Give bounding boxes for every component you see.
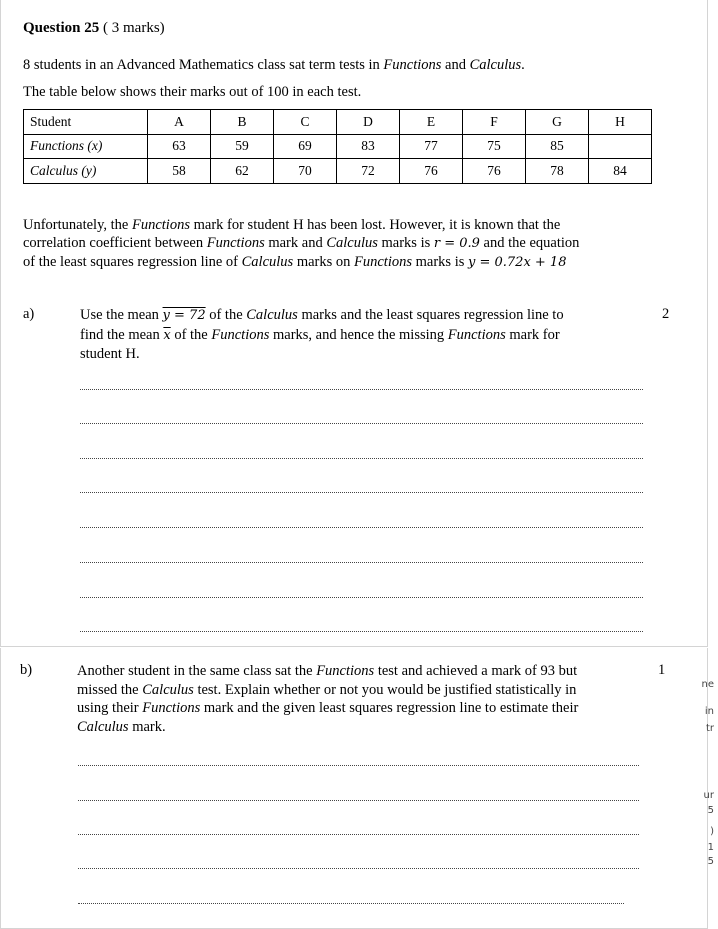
table-cell: 70 (274, 159, 337, 184)
answer-line[interactable] (78, 834, 639, 835)
answer-line[interactable] (78, 765, 639, 766)
table-cell: 62 (211, 159, 274, 184)
table-row-functions (24, 134, 652, 159)
marks-table (23, 109, 652, 184)
answer-line[interactable] (80, 389, 643, 390)
table-header-cell: Student (24, 110, 148, 135)
table-header-cell: E (400, 110, 463, 135)
table-cell: 75 (463, 134, 526, 159)
table-row-calculus (24, 159, 652, 184)
intro-line-2: The table below shows their marks out of 100 in each test. (23, 84, 362, 100)
table-cell: 69 (274, 134, 337, 159)
table-cell: 85 (526, 134, 589, 159)
answer-line[interactable] (78, 903, 624, 904)
part-b-question: Another student in the same class sat the Functions test and achieved a mark of 93 but missed the Calculus test. Explain whether or not you would be justified statistically in using their Functions mark and the given least squares regression line to estimate their Calculus mark. (77, 663, 579, 735)
table-cell: 72 (337, 159, 400, 184)
answer-line[interactable] (80, 458, 643, 459)
table-cell: 76 (400, 159, 463, 184)
answer-line[interactable] (80, 562, 643, 563)
table-cell: 83 (337, 134, 400, 159)
margin-fragment: ne (701, 679, 714, 690)
table-header-cell: B (211, 110, 274, 135)
table-cell: 77 (400, 134, 463, 159)
margin-fragment: in (704, 706, 714, 717)
margin-fragment: 5 (707, 805, 714, 816)
answer-line[interactable] (80, 492, 643, 493)
answer-line[interactable] (80, 527, 643, 528)
margin-fragment: 5 (707, 856, 714, 867)
answer-line[interactable] (80, 631, 643, 632)
part-a-question: Use the mean y = 72 of the Calculus marks and the least squares regression line to find the mean $\overline{x}$ of the Functions marks, and hence the missing Functions mark for student H. (80, 307, 564, 362)
answer-line[interactable] (78, 800, 639, 801)
table-row-label: Calculus (y) (24, 159, 148, 184)
table-header-cell: D (337, 110, 400, 135)
part-b-label: b) (20, 662, 33, 678)
intro-line-1: 8 students in an Advanced Mathematics class sat term tests in Functions and Calculus. (23, 57, 525, 73)
margin-fragment: tr (705, 723, 714, 734)
answer-line[interactable] (80, 423, 643, 424)
margin-fragment: ) (710, 826, 714, 837)
margin-fragment: ur (703, 790, 714, 801)
table-cell: 59 (211, 134, 274, 159)
table-header-cell: G (526, 110, 589, 135)
table-cell: 58 (148, 159, 211, 184)
table-cell: 84 (589, 159, 652, 184)
part-b-marks: 1 (658, 662, 666, 678)
margin-fragment: 1 (707, 842, 714, 853)
question-title: Question 25 ( 3 marks) (23, 20, 165, 36)
part-a-label: a) (23, 306, 35, 322)
context-paragraph: Unfortunately, the Functions mark for student H has been lost. However, it is known that the correlation coefficient between Functions mark and Calculus marks is r = 0.9 and the equation of the least squares regression line of Calculus marks on Functions marks is y = 0.72x + 18 (23, 217, 580, 270)
part-a-marks: 2 (662, 306, 670, 322)
answer-line[interactable] (78, 868, 639, 869)
table-header-cell: A (148, 110, 211, 135)
table-row-label: Functions (x) (24, 134, 148, 159)
answer-line[interactable] (80, 597, 643, 598)
table-header-row (24, 110, 652, 135)
table-header-cell: C (274, 110, 337, 135)
table-cell: 78 (526, 159, 589, 184)
table-header-cell: H (589, 110, 652, 135)
table-cell: 76 (463, 159, 526, 184)
table-header-cell: F (463, 110, 526, 135)
table-cell: 63 (148, 134, 211, 159)
table-cell-missing (589, 134, 652, 159)
